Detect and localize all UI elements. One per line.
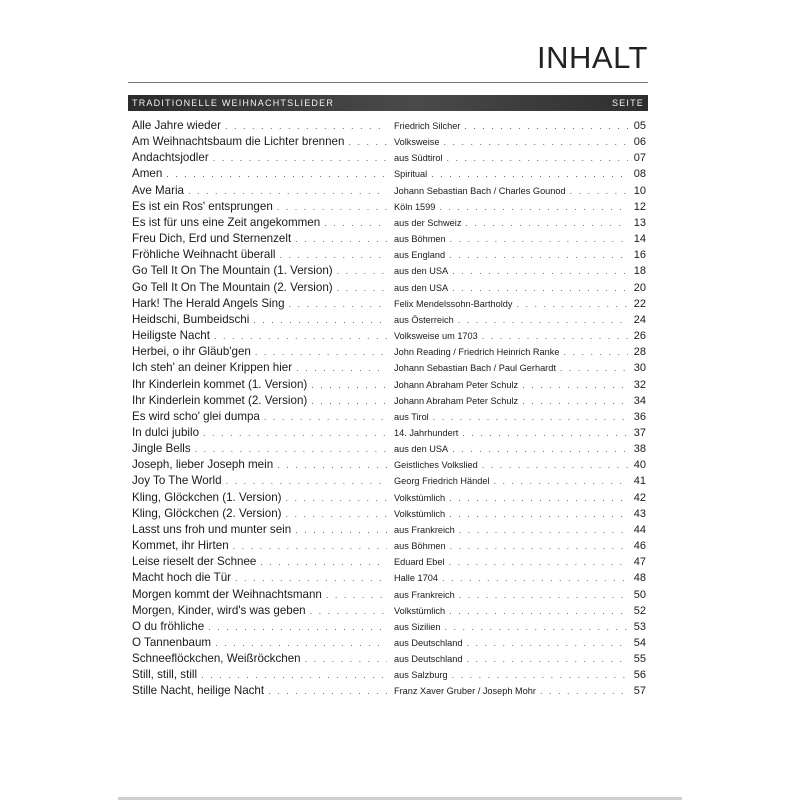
dot-leader: [439, 202, 628, 212]
page-number: 55: [633, 653, 646, 666]
dot-leader: [310, 606, 387, 616]
page-title: INHALT: [537, 40, 648, 75]
page-number: 47: [633, 556, 646, 569]
dot-leader: [268, 686, 387, 696]
song-origin: Volkstümlich: [394, 605, 446, 616]
song-origin: aus Frankreich: [394, 524, 455, 535]
song-cell: [132, 378, 391, 391]
page-number: 22: [633, 297, 646, 310]
dot-leader: [213, 153, 387, 163]
song-origin: Georg Friedrich Händel: [394, 476, 490, 487]
page-number: 34: [633, 394, 646, 407]
page-number: 20: [633, 281, 646, 294]
dot-leader: [296, 363, 387, 373]
song-cell: [132, 588, 391, 601]
song-origin: Halle 1704: [394, 573, 438, 584]
dot-leader: [214, 331, 387, 341]
dot-leader: [215, 638, 387, 648]
song-origin: aus Frankreich: [394, 589, 455, 600]
origin-cell: [391, 475, 646, 487]
song-origin: Friedrich Silcher: [394, 121, 461, 131]
page-number: 54: [633, 637, 646, 649]
dot-leader: [280, 250, 388, 260]
dot-leader: [337, 266, 387, 276]
toc-entry: [132, 329, 646, 345]
song-cell: [132, 119, 391, 132]
page-number: 57: [633, 685, 646, 698]
origin-cell: [391, 685, 646, 697]
song-origin: aus Sizilien: [394, 621, 441, 632]
origin-cell: [391, 168, 646, 180]
song-origin: Johann Abraham Peter Schulz: [394, 395, 519, 406]
origin-cell: [391, 120, 646, 132]
dot-leader: [201, 670, 387, 680]
song-cell: [132, 297, 391, 310]
origin-cell: [391, 217, 646, 229]
dot-leader: [442, 573, 628, 583]
song-cell: [132, 652, 391, 665]
song-cell: [132, 248, 391, 261]
dot-leader: [482, 331, 628, 341]
dot-leader: [443, 137, 628, 147]
toc-entry: [132, 474, 646, 490]
toc-entry: [132, 539, 646, 555]
song-title: Ave Maria: [132, 183, 184, 197]
toc-entry: [132, 588, 646, 604]
dot-leader: [295, 525, 387, 535]
song-cell: [132, 184, 391, 197]
toc-entry: [132, 684, 646, 700]
toc-entry: [132, 313, 646, 329]
dot-leader: [444, 622, 628, 632]
song-cell: [132, 232, 391, 245]
song-title: Kling, Glöckchen (1. Version): [132, 490, 282, 504]
page-number: 46: [633, 540, 646, 553]
page-number: 32: [633, 378, 646, 391]
song-origin: Spiritual: [394, 169, 428, 180]
origin-cell: [391, 330, 646, 342]
dot-leader: [431, 169, 628, 179]
dot-leader: [226, 476, 387, 486]
origin-cell: [391, 152, 646, 164]
table-of-contents: [132, 119, 646, 701]
page-number: 44: [633, 523, 646, 536]
dot-leader: [233, 541, 387, 551]
dot-leader: [560, 363, 628, 373]
song-cell: [132, 620, 391, 633]
toc-entry: [132, 281, 646, 297]
toc-entry: [132, 135, 646, 151]
dot-leader: [447, 153, 628, 163]
toc-entry: [132, 571, 646, 587]
toc-entry: [132, 523, 646, 539]
toc-entry: [132, 378, 646, 394]
song-title: Jingle Bells: [132, 442, 191, 456]
song-title: Macht hoch die Tür: [132, 571, 232, 585]
toc-entry: [132, 636, 646, 652]
dot-leader: [570, 186, 628, 196]
origin-cell: [391, 669, 646, 681]
song-title: Go Tell It On The Mountain (2. Version): [132, 280, 333, 294]
song-cell: [132, 636, 391, 649]
origin-cell: [391, 492, 646, 504]
song-origin: aus den USA: [394, 266, 449, 277]
dot-leader: [208, 622, 387, 632]
song-cell: [132, 281, 391, 294]
song-cell: [132, 361, 391, 374]
dot-leader: [449, 493, 628, 503]
dot-leader: [326, 590, 387, 600]
song-title: Es ist für uns eine Zeit angekommen: [132, 215, 321, 229]
title-rule: [128, 82, 648, 83]
page-number: 08: [633, 168, 646, 181]
toc-entry: [132, 184, 646, 200]
page-number: 52: [633, 604, 646, 617]
toc-entry: [132, 119, 646, 135]
song-cell: [132, 604, 391, 617]
dot-leader: [433, 412, 628, 422]
toc-entry: [132, 410, 646, 426]
origin-cell: [391, 265, 646, 277]
song-title: Ihr Kinderlein kommet (2. Version): [132, 393, 308, 407]
song-origin: aus Deutschland: [394, 654, 463, 665]
origin-cell: [391, 443, 646, 455]
toc-entry: [132, 248, 646, 264]
song-origin: aus den USA: [394, 282, 449, 293]
dot-leader: [255, 347, 387, 357]
song-title: Andachtsjodler: [132, 151, 209, 165]
origin-cell: [391, 411, 646, 423]
song-cell: [132, 523, 391, 536]
song-origin: aus Böhmen: [394, 541, 446, 552]
page-number: 53: [633, 620, 646, 633]
dot-leader: [563, 347, 628, 357]
dot-leader: [452, 670, 628, 680]
song-title: Kommet, ihr Hirten: [132, 539, 229, 553]
song-cell: [132, 684, 391, 697]
dot-leader: [235, 573, 387, 583]
song-origin: Volkstümlich: [394, 508, 446, 519]
song-title: Morgen kommt der Weihnachtsmann: [132, 587, 322, 601]
page-number: 12: [633, 200, 646, 213]
dot-leader: [522, 396, 628, 406]
page-number: 40: [633, 459, 646, 472]
song-cell: [132, 216, 391, 229]
song-title: Leise rieselt der Schnee: [132, 555, 257, 569]
song-origin: John Reading / Friedrich Heinrich Ranke: [394, 347, 560, 358]
toc-entry: [132, 668, 646, 684]
dot-leader: [289, 299, 387, 309]
dot-leader: [458, 315, 628, 325]
dot-leader: [449, 606, 628, 616]
dot-leader: [311, 396, 387, 406]
origin-cell: [391, 556, 646, 568]
dot-leader: [311, 380, 387, 390]
origin-cell: [391, 540, 646, 552]
dot-leader: [522, 380, 628, 390]
toc-entry: [132, 232, 646, 248]
page-number: 56: [633, 669, 646, 682]
section-header-bar: [128, 95, 648, 111]
origin-cell: [391, 572, 646, 584]
song-title: In dulci jubilo: [132, 425, 200, 439]
dot-leader: [260, 557, 387, 567]
page-number: 10: [633, 184, 646, 197]
page-number: 37: [633, 426, 646, 439]
song-title: Go Tell It On The Mountain (1. Version): [132, 264, 333, 278]
song-origin: Eduard Ebel: [394, 557, 445, 568]
song-origin: aus Südtirol: [394, 153, 443, 164]
page-number: 13: [633, 216, 646, 229]
song-title: Alle Jahre wieder: [132, 119, 221, 132]
dot-leader: [286, 493, 387, 503]
dot-leader: [459, 525, 628, 535]
song-title: Lasst uns froh und munter sein: [132, 522, 292, 536]
page-number: 50: [633, 588, 646, 601]
dot-leader: [466, 654, 628, 664]
song-title: Morgen, Kinder, wird's was geben: [132, 603, 306, 617]
dot-leader: [188, 186, 387, 196]
song-origin: aus Böhmen: [394, 234, 446, 245]
song-cell: [132, 571, 391, 584]
origin-cell: [391, 346, 646, 358]
song-title: O Tannenbaum: [132, 636, 212, 649]
toc-entry: [132, 604, 646, 620]
origin-cell: [391, 605, 646, 617]
song-origin: aus Deutschland: [394, 638, 463, 648]
song-origin: aus Tirol: [394, 411, 429, 422]
dot-leader: [540, 686, 628, 696]
song-title: Still, still, still: [132, 668, 198, 682]
dot-leader: [462, 428, 628, 438]
dot-leader: [452, 266, 628, 276]
song-cell: [132, 410, 391, 423]
origin-cell: [391, 282, 646, 294]
dot-leader: [465, 218, 628, 228]
song-cell: [132, 313, 391, 326]
dot-leader: [450, 541, 628, 551]
song-origin: aus England: [394, 250, 446, 261]
song-origin: Volksweise: [394, 137, 440, 148]
dot-leader: [305, 654, 387, 664]
dot-leader: [277, 202, 387, 212]
song-title: O du fröhliche: [132, 619, 205, 633]
origin-cell: [391, 362, 646, 374]
dot-leader: [286, 509, 387, 519]
song-origin: Köln 1599: [394, 201, 436, 212]
dot-leader: [449, 250, 628, 260]
origin-cell: [391, 508, 646, 520]
toc-entry: [132, 620, 646, 636]
toc-entry: [132, 652, 646, 668]
song-origin: aus Österreich: [394, 314, 454, 325]
origin-cell: [391, 136, 646, 148]
origin-cell: [391, 201, 646, 213]
toc-entry: [132, 151, 646, 167]
dot-leader: [195, 444, 387, 454]
toc-entry: [132, 555, 646, 571]
origin-cell: [391, 653, 646, 665]
song-origin: Johann Sebastian Bach / Charles Gounod: [394, 185, 566, 196]
page-number: 41: [633, 475, 646, 488]
song-title: Stille Nacht, heilige Nacht: [132, 684, 265, 698]
origin-cell: [391, 427, 646, 439]
song-title: Heidschi, Bumbeidschi: [132, 312, 250, 326]
song-cell: [132, 167, 391, 180]
toc-entry: [132, 264, 646, 280]
song-origin: Franz Xaver Gruber / Joseph Mohr: [394, 686, 536, 697]
song-title: Joseph, lieber Joseph mein: [132, 458, 274, 472]
toc-entry: [132, 394, 646, 410]
song-cell: [132, 539, 391, 552]
page-number: 30: [633, 362, 646, 375]
origin-cell: [391, 395, 646, 407]
song-title: Kling, Glöckchen (2. Version): [132, 506, 282, 520]
song-cell: [132, 474, 391, 487]
origin-cell: [391, 589, 646, 601]
song-cell: [132, 135, 391, 148]
song-title: Es ist ein Ros' entsprungen: [132, 199, 273, 213]
song-title: Fröhliche Weihnacht überall: [132, 248, 276, 262]
toc-entry: [132, 361, 646, 377]
song-cell: [132, 329, 391, 342]
origin-cell: [391, 459, 646, 471]
toc-entry: [132, 345, 646, 361]
toc-entry: [132, 442, 646, 458]
origin-cell: [391, 379, 646, 391]
dot-leader: [494, 476, 629, 486]
song-title: Ihr Kinderlein kommet (1. Version): [132, 377, 308, 391]
dot-leader: [225, 121, 387, 131]
song-title: Es wird scho' glei dumpa: [132, 409, 260, 423]
dot-leader: [452, 283, 628, 293]
song-cell: [132, 668, 391, 681]
song-title: Amen: [132, 167, 163, 181]
song-title: Am Weihnachtsbaum die Lichter brennen: [132, 135, 345, 149]
dot-leader: [264, 412, 387, 422]
dot-leader: [277, 460, 387, 470]
song-cell: [132, 555, 391, 568]
toc-entry: [132, 167, 646, 183]
origin-cell: [391, 621, 646, 633]
dot-leader: [450, 234, 628, 244]
toc-entry: [132, 426, 646, 442]
section-heading: TRADITIONELLE WEIHNACHTSLIEDER: [132, 98, 335, 108]
song-title: Ich steh' an deiner Krippen hier: [132, 361, 293, 375]
song-origin: Felix Mendelssohn-Bartholdy: [394, 298, 513, 309]
page-number: 43: [633, 507, 646, 520]
page-number: 48: [633, 572, 646, 585]
song-cell: [132, 458, 391, 471]
dot-leader: [253, 315, 387, 325]
song-title: Joy To The World: [132, 474, 222, 488]
song-origin: Volkstümlich: [394, 492, 446, 503]
page-number: 38: [633, 443, 646, 456]
toc-entry: [132, 507, 646, 523]
page-column-heading: SEITE: [611, 98, 644, 108]
song-title: Freu Dich, Erd und Sternenzelt: [132, 232, 292, 246]
dot-leader: [166, 169, 387, 179]
page-number: 14: [633, 233, 646, 246]
song-cell: [132, 200, 391, 213]
song-origin: Johann Abraham Peter Schulz: [394, 379, 519, 390]
toc-entry: [132, 458, 646, 474]
dot-leader: [337, 283, 387, 293]
song-origin: 14. Jahrhundert: [394, 427, 459, 438]
song-origin: aus den USA: [394, 444, 449, 455]
origin-cell: [391, 314, 646, 326]
origin-cell: [391, 185, 646, 197]
dot-leader: [449, 557, 628, 567]
song-cell: [132, 394, 391, 407]
origin-cell: [391, 637, 646, 649]
dot-leader: [516, 299, 628, 309]
toc-entry: [132, 491, 646, 507]
song-origin: Volksweise um 1703: [394, 331, 478, 342]
page-number: 18: [633, 265, 646, 278]
song-title: Heiligste Nacht: [132, 329, 210, 343]
song-origin: Geistliches Volkslied: [394, 460, 478, 471]
dot-leader: [348, 137, 387, 147]
toc-entry: [132, 297, 646, 313]
page-number: 28: [633, 346, 646, 359]
origin-cell: [391, 233, 646, 245]
origin-cell: [391, 249, 646, 261]
origin-cell: [391, 524, 646, 536]
song-origin: aus der Schweiz: [394, 217, 462, 228]
dot-leader: [459, 590, 628, 600]
dot-leader: [464, 121, 628, 131]
song-cell: [132, 491, 391, 504]
page-number: 05: [633, 120, 646, 132]
toc-entry: [132, 200, 646, 216]
song-cell: [132, 507, 391, 520]
page-number: 36: [633, 410, 646, 423]
song-title: Hark! The Herald Angels Sing: [132, 296, 285, 310]
page-number: 06: [633, 136, 646, 149]
song-cell: [132, 264, 391, 277]
song-cell: [132, 426, 391, 439]
dot-leader: [466, 638, 628, 648]
dot-leader: [482, 460, 628, 470]
toc-entry: [132, 216, 646, 232]
dot-leader: [449, 509, 628, 519]
page-number: 16: [633, 249, 646, 262]
origin-cell: [391, 298, 646, 310]
dot-leader: [452, 444, 628, 454]
page-number: 26: [633, 330, 646, 343]
song-title: Schneeflöckchen, Weißröckchen: [132, 652, 301, 666]
page-number: 24: [633, 313, 646, 326]
page-number: 07: [633, 152, 646, 165]
song-origin: aus Salzburg: [394, 670, 448, 681]
song-cell: [132, 345, 391, 358]
page-number: 42: [633, 491, 646, 504]
song-cell: [132, 151, 391, 164]
dot-leader: [203, 428, 387, 438]
song-title: Herbei, o ihr Gläub'gen: [132, 345, 251, 359]
song-origin: Johann Sebastian Bach / Paul Gerhardt: [394, 363, 556, 374]
dot-leader: [324, 218, 387, 228]
dot-leader: [295, 234, 387, 244]
song-cell: [132, 442, 391, 455]
